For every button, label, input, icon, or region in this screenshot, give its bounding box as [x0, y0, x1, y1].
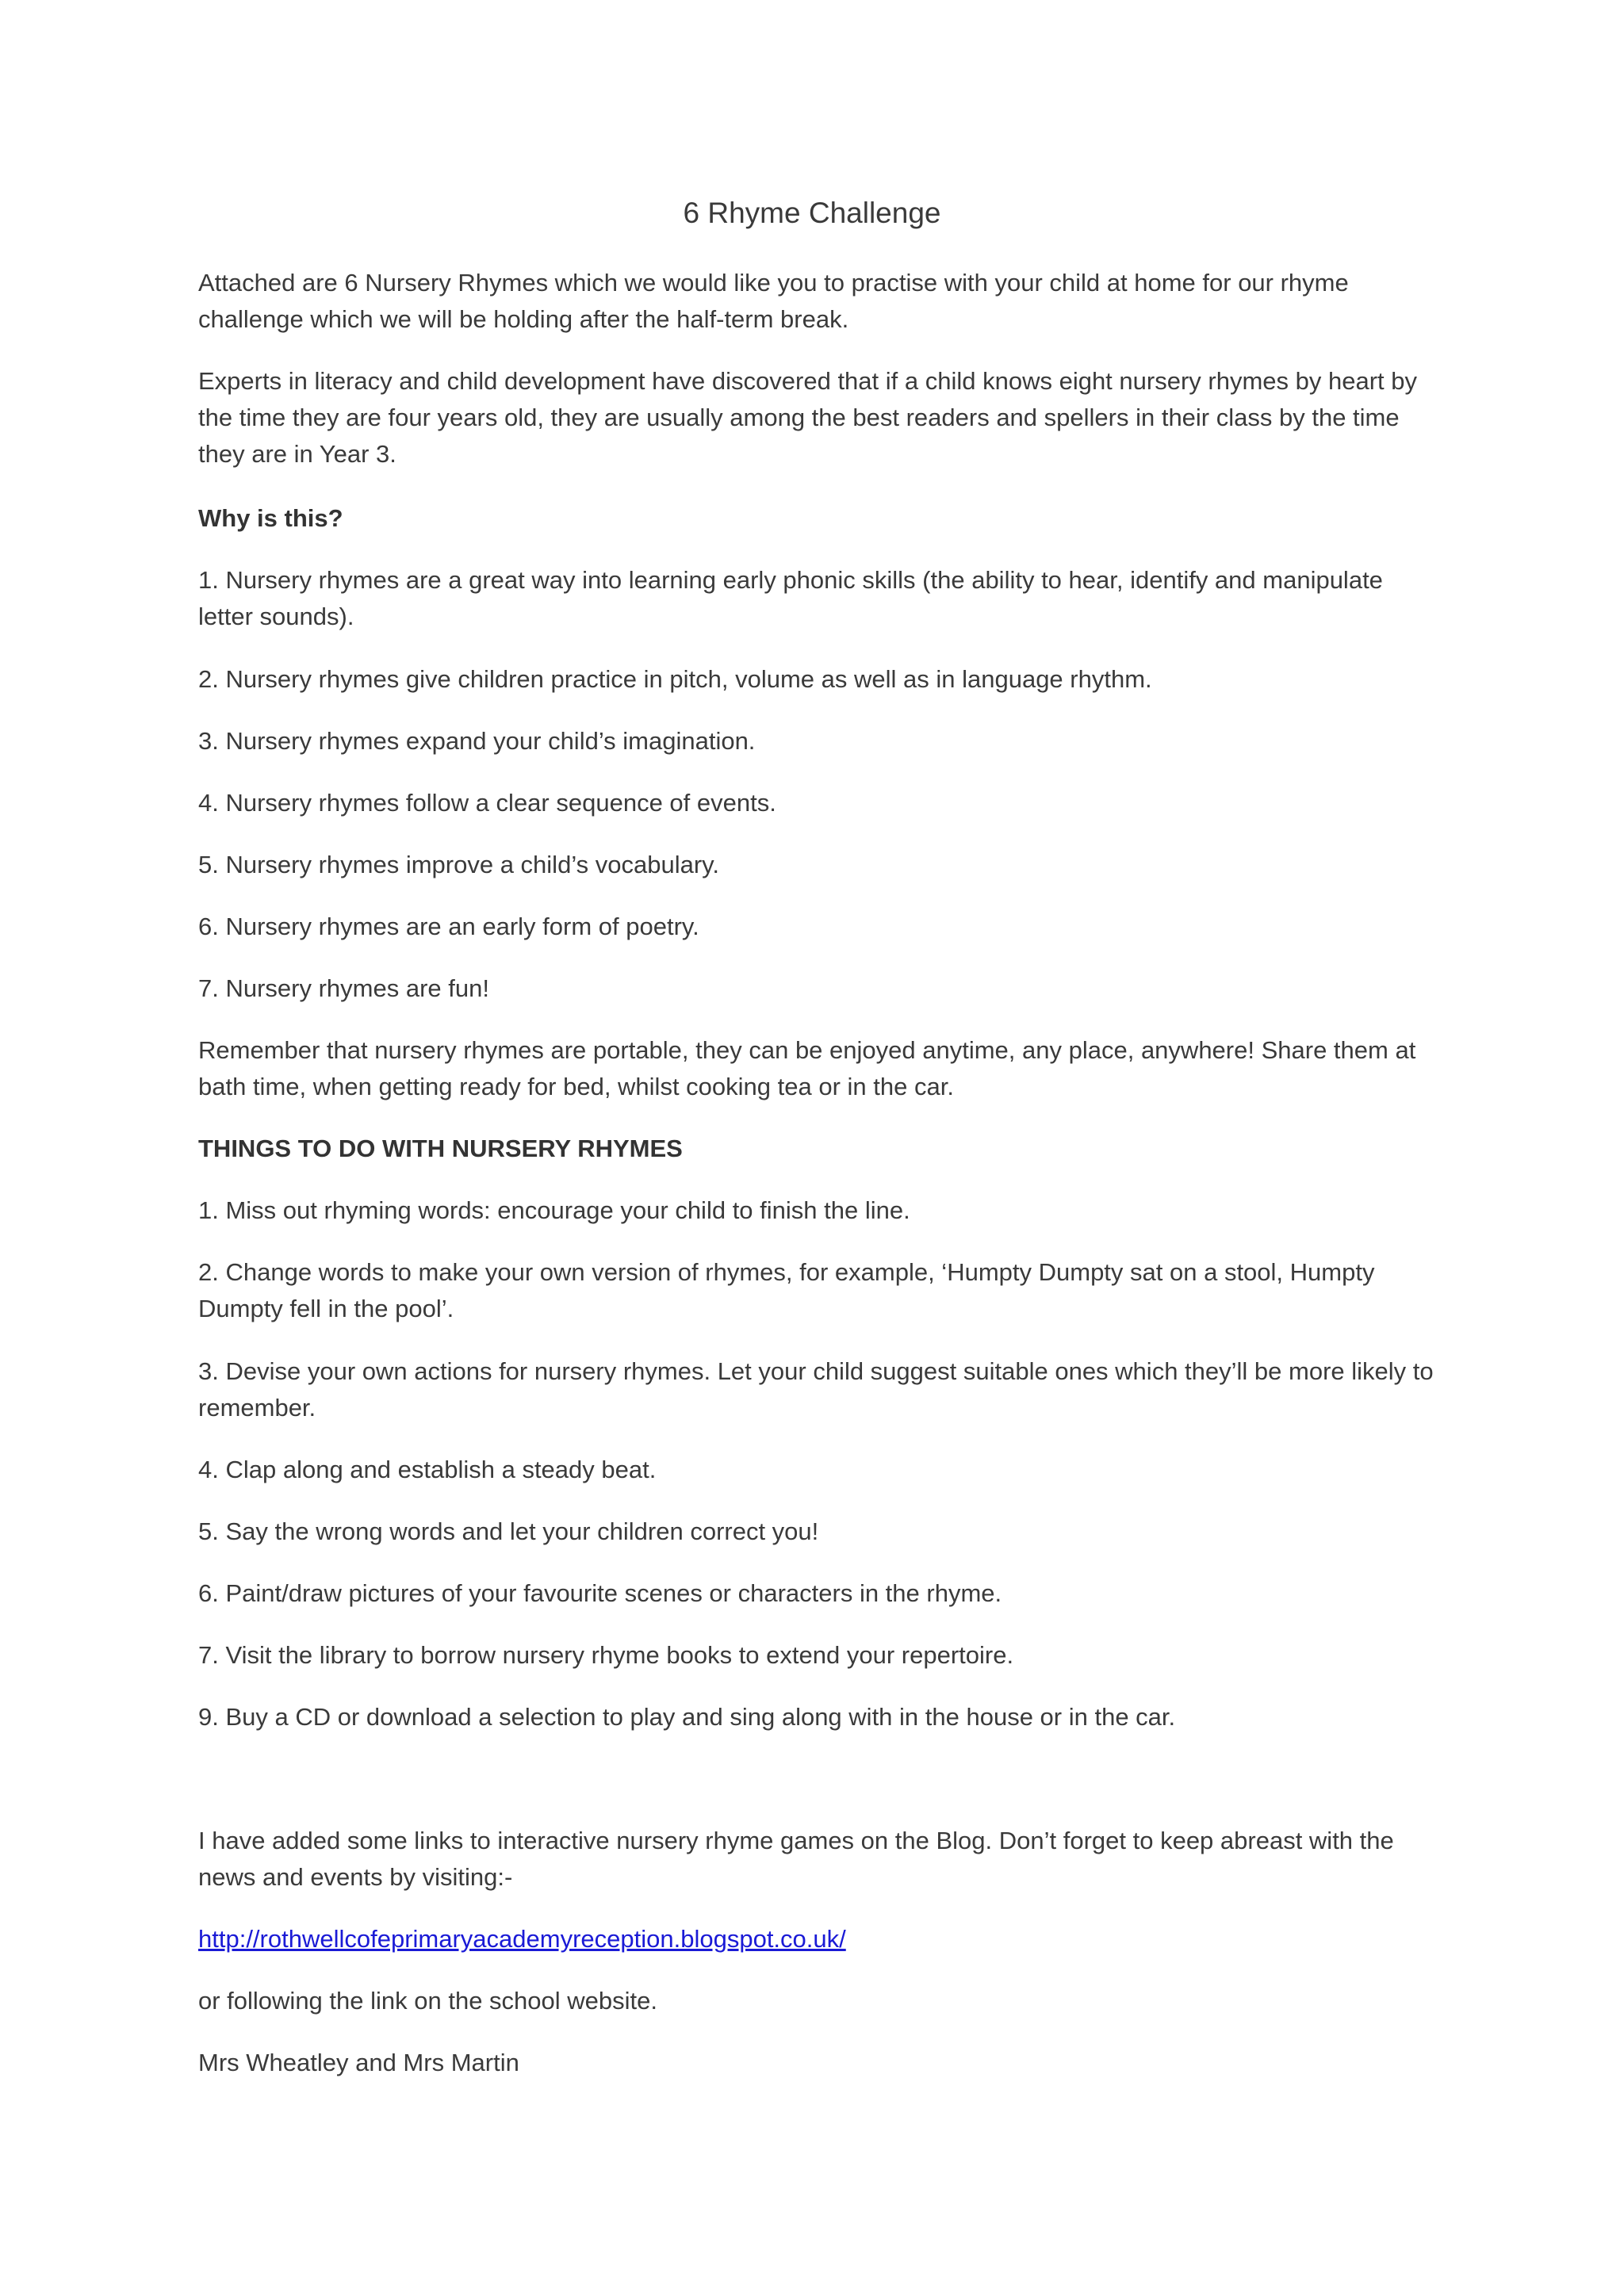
thing-item: 3. Devise your own actions for nursery rhymes. Let your child suggest suitable ones which they’ll be more likely to remember. — [198, 1357, 1434, 1422]
reason-item: 2. Nursery rhymes give children practice in pitch, volume as well as in language rhythm. — [198, 665, 1152, 693]
signature: Mrs Wheatley and Mrs Martin — [198, 2049, 519, 2076]
reason-item: 6. Nursery rhymes are an early form of poetry. — [198, 913, 699, 940]
reason-item: 7. Nursery rhymes are fun! — [198, 974, 489, 1002]
things-heading: THINGS TO DO WITH NURSERY RHYMES — [198, 1135, 683, 1162]
thing-item: 7. Visit the library to borrow nursery rhyme books to extend your repertoire. — [198, 1641, 1014, 1669]
thing-item: 2. Change words to make your own version of rhymes, for example, ‘Humpty Dumpty sat on a stool, Humpty Dumpty fell in the pool’. — [198, 1258, 1375, 1322]
thing-item: 1. Miss out rhyming words: encourage your child to finish the line. — [198, 1196, 910, 1224]
intro-paragraph-2: Experts in literacy and child development have discovered that if a child knows eight nursery rhymes by heart by the time they are four years old, they are usually among the best readers and spellers in their class by the time they are in Year 3. — [198, 367, 1417, 468]
reason-item: 4. Nursery rhymes follow a clear sequence of events. — [198, 789, 776, 817]
intro-paragraph-1: Attached are 6 Nursery Rhymes which we would like you to practise with your child at home for our rhyme challenge which we will be holding after the half-term break. — [198, 269, 1349, 333]
document-title: 6 Rhyme Challenge — [683, 197, 941, 229]
thing-item: 4. Clap along and establish a steady beat. — [198, 1456, 657, 1483]
blog-link[interactable]: http://rothwellcofeprimaryacademyreception.blogspot.co.uk/ — [198, 1925, 846, 1953]
thing-item: 5. Say the wrong words and let your children correct you! — [198, 1517, 819, 1545]
remember-paragraph: Remember that nursery rhymes are portable, they can be enjoyed anytime, any place, anywhere! Share them at bath time, when getting ready for bed, whilst cooking tea or in the car. — [198, 1036, 1416, 1100]
reason-item: 1. Nursery rhymes are a great way into learning early phonic skills (the ability to hear, identify and manipulate letter sounds). — [198, 566, 1383, 630]
thing-item: 9. Buy a CD or download a selection to play and sing along with in the house or in the car. — [198, 1703, 1176, 1731]
reason-item: 3. Nursery rhymes expand your child’s imagination. — [198, 727, 756, 755]
why-heading: Why is this? — [198, 504, 343, 532]
blog-note-paragraph: I have added some links to interactive nursery rhyme games on the Blog. Don’t forget to keep abreast with the news and events by visiting:- — [198, 1827, 1394, 1891]
blog-link-paragraph — [198, 1921, 1435, 1957]
thing-item: 6. Paint/draw pictures of your favourite scenes or characters in the rhyme. — [198, 1579, 1002, 1607]
reason-item: 5. Nursery rhymes improve a child’s vocabulary. — [198, 851, 719, 878]
website-note: or following the link on the school website. — [198, 1987, 657, 2015]
